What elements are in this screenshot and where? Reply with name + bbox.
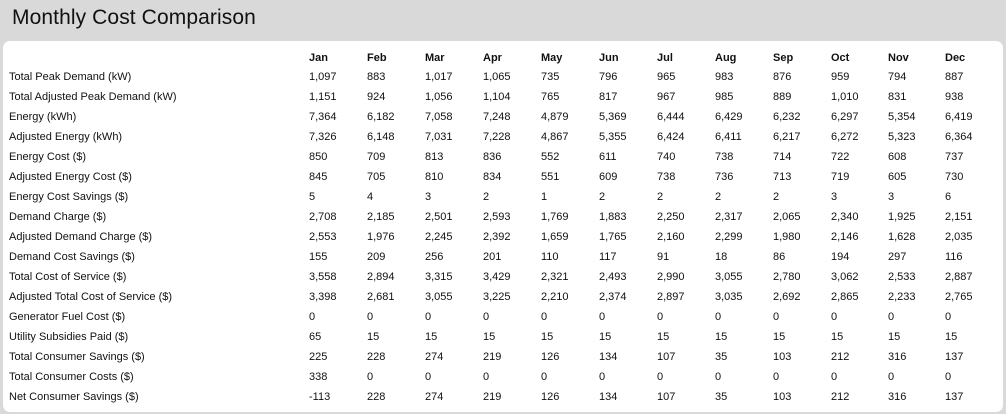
- table-cell-jun: 0: [599, 311, 606, 323]
- table-cell-dec: 2,765: [945, 291, 973, 303]
- table-cell-aug: 18: [715, 251, 728, 263]
- table-cell-oct: 959: [831, 71, 850, 83]
- table-cell-may: 552: [541, 151, 560, 163]
- row-label: Demand Charge ($): [9, 211, 107, 223]
- table-cell-sep: 2,780: [773, 271, 801, 283]
- table-cell-nov: 1,925: [888, 211, 916, 223]
- table-cell-may: 110: [541, 251, 559, 263]
- table-cell-nov: 3: [888, 191, 895, 203]
- table-cell-feb: 705: [367, 171, 386, 183]
- table-cell-may: 1,659: [541, 231, 569, 243]
- table-cell-nov: 2,233: [888, 291, 916, 303]
- table-cell-aug: 2,299: [715, 231, 743, 243]
- table-cell-nov: 15: [888, 331, 901, 343]
- table-row: [9, 147, 995, 167]
- table-cell-oct: 2,146: [831, 231, 859, 243]
- table-cell-apr: 3,225: [483, 291, 511, 303]
- table-cell-apr: 219: [483, 351, 502, 363]
- table-cell-jan: -113: [309, 391, 331, 403]
- table-cell-nov: 608: [888, 151, 907, 163]
- table-cell-dec: 137: [945, 351, 964, 363]
- table-row: [9, 287, 995, 307]
- table-cell-jun: 796: [599, 71, 618, 83]
- table-body: [9, 67, 995, 407]
- table-cell-jul: 91: [657, 251, 670, 263]
- table-cell-aug: 738: [715, 151, 734, 163]
- table-cell-feb: 6,182: [367, 111, 395, 123]
- table-cell-dec: 887: [945, 71, 964, 83]
- table-cell-jan: 1,151: [309, 91, 337, 103]
- table-cell-dec: 15: [945, 331, 958, 343]
- table-cell-sep: 2: [773, 191, 780, 203]
- table-cell-mar: 256: [425, 251, 444, 263]
- table-cell-aug: 2,317: [715, 211, 743, 223]
- row-label: Total Adjusted Peak Demand (kW): [9, 91, 177, 103]
- table-cell-feb: 15: [367, 331, 380, 343]
- table-cell-jan: 338: [309, 371, 328, 383]
- table-cell-mar: 15: [425, 331, 438, 343]
- table-cell-may: 2,210: [541, 291, 569, 303]
- table-cell-mar: 1,017: [425, 71, 453, 83]
- table-row: [9, 387, 995, 407]
- column-header-jan: Jan: [309, 52, 328, 64]
- table-cell-apr: 836: [483, 151, 502, 163]
- table-cell-jun: 117: [599, 251, 617, 263]
- table-row: [9, 127, 995, 147]
- table-row: [9, 347, 995, 367]
- table-cell-mar: 3: [425, 191, 432, 203]
- table-cell-may: 126: [541, 391, 560, 403]
- column-header-may: May: [541, 52, 563, 64]
- table-cell-jul: 740: [657, 151, 676, 163]
- table-cell-may: 0: [541, 371, 548, 383]
- table-cell-may: 4,879: [541, 111, 569, 123]
- table-cell-aug: 2: [715, 191, 722, 203]
- table-cell-apr: 834: [483, 171, 502, 183]
- table-cell-sep: 889: [773, 91, 792, 103]
- table-cell-nov: 794: [888, 71, 907, 83]
- table-row: [9, 87, 995, 107]
- table-cell-mar: 2,245: [425, 231, 453, 243]
- table-cell-apr: 2,392: [483, 231, 511, 243]
- table-cell-jul: 2,990: [657, 271, 685, 283]
- table-cell-mar: 1,056: [425, 91, 453, 103]
- table-cell-apr: 219: [483, 391, 502, 403]
- table-cell-sep: 15: [773, 331, 786, 343]
- table-cell-feb: 2,894: [367, 271, 395, 283]
- table-cell-oct: 722: [831, 151, 850, 163]
- table-cell-apr: 2,593: [483, 211, 511, 223]
- table-cell-apr: 201: [483, 251, 502, 263]
- table-cell-oct: 2,340: [831, 211, 859, 223]
- table-cell-jul: 107: [657, 351, 676, 363]
- table-cell-jul: 2,897: [657, 291, 685, 303]
- table-cell-mar: 810: [425, 171, 444, 183]
- column-header-feb: Feb: [367, 52, 387, 64]
- table-cell-jun: 0: [599, 371, 606, 383]
- table-row: [9, 107, 995, 127]
- table-cell-jun: 817: [599, 91, 618, 103]
- table-row: [9, 207, 995, 227]
- table-cell-sep: 2,692: [773, 291, 801, 303]
- table-cell-mar: 2,501: [425, 211, 453, 223]
- table-cell-jul: 0: [657, 311, 664, 323]
- table-cell-dec: 6: [945, 191, 952, 203]
- table-cell-nov: 605: [888, 171, 907, 183]
- table-cell-mar: 0: [425, 371, 432, 383]
- table-cell-apr: 1,104: [483, 91, 511, 103]
- table-cell-nov: 0: [888, 371, 895, 383]
- table-cell-jun: 134: [599, 391, 618, 403]
- table-cell-jul: 15: [657, 331, 670, 343]
- table-cell-jul: 2,250: [657, 211, 685, 223]
- table-cell-aug: 736: [715, 171, 734, 183]
- table-cell-may: 1,769: [541, 211, 569, 223]
- table-cell-nov: 316: [888, 351, 907, 363]
- table-cell-dec: 938: [945, 91, 964, 103]
- table-cell-apr: 3,429: [483, 271, 511, 283]
- row-label: Total Peak Demand (kW): [9, 71, 132, 83]
- table-cell-oct: 212: [831, 351, 850, 363]
- table-cell-jun: 5,355: [599, 131, 627, 143]
- table-row: [9, 227, 995, 247]
- table-cell-dec: 6,364: [945, 131, 973, 143]
- table-cell-oct: 1,010: [831, 91, 859, 103]
- table-cell-feb: 4: [367, 191, 374, 203]
- table-cell-jan: 3,558: [309, 271, 337, 283]
- table-cell-apr: 0: [483, 371, 490, 383]
- table-cell-dec: 0: [945, 311, 952, 323]
- table-cell-sep: 2,065: [773, 211, 801, 223]
- table-cell-jul: 2,160: [657, 231, 685, 243]
- column-header-nov: Nov: [888, 52, 909, 64]
- table-cell-mar: 3,315: [425, 271, 453, 283]
- table-cell-nov: 5,354: [888, 111, 916, 123]
- column-header-oct: Oct: [831, 52, 850, 64]
- table-cell-nov: 316: [888, 391, 907, 403]
- table-cell-jul: 107: [657, 391, 676, 403]
- table-cell-jan: 0: [309, 311, 316, 323]
- row-label: Total Cost of Service ($): [9, 271, 127, 283]
- table-cell-aug: 35: [715, 391, 728, 403]
- table-cell-oct: 212: [831, 391, 850, 403]
- table-cell-may: 2,321: [541, 271, 569, 283]
- table-row: [9, 67, 995, 87]
- table-cell-apr: 1,065: [483, 71, 511, 83]
- table-cell-may: 765: [541, 91, 560, 103]
- table-row: [9, 247, 995, 267]
- table-row: [9, 327, 995, 347]
- row-label: Adjusted Energy (kWh): [9, 131, 123, 143]
- table-cell-dec: 0: [945, 371, 952, 383]
- table-cell-sep: 103: [773, 391, 792, 403]
- table-cell-jul: 6,444: [657, 111, 685, 123]
- table-cell-feb: 2,185: [367, 211, 395, 223]
- table-cell-may: 4,867: [541, 131, 569, 143]
- column-header-jul: Jul: [657, 52, 673, 64]
- table-cell-sep: 0: [773, 311, 780, 323]
- row-label: Net Consumer Savings ($): [9, 391, 139, 403]
- table-cell-aug: 985: [715, 91, 734, 103]
- table-cell-oct: 3: [831, 191, 838, 203]
- table-cell-jan: 225: [309, 351, 328, 363]
- row-label: Utility Subsidies Paid ($): [9, 331, 129, 343]
- table-cell-mar: 7,031: [425, 131, 453, 143]
- table-cell-feb: 2,681: [367, 291, 395, 303]
- table-cell-aug: 3,035: [715, 291, 743, 303]
- table-cell-aug: 0: [715, 311, 722, 323]
- column-header-aug: Aug: [715, 52, 737, 64]
- table-cell-jul: 967: [657, 91, 676, 103]
- table-cell-jan: 1,097: [309, 71, 337, 83]
- table-cell-jan: 2,553: [309, 231, 337, 243]
- table-cell-sep: 0: [773, 371, 780, 383]
- table-cell-nov: 831: [888, 91, 907, 103]
- table-cell-jun: 2,493: [599, 271, 627, 283]
- cost-comparison-table: [9, 47, 995, 407]
- row-label: Energy Cost ($): [9, 151, 87, 163]
- table-cell-jul: 0: [657, 371, 664, 383]
- column-header-jun: Jun: [599, 52, 619, 64]
- table-cell-nov: 0: [888, 311, 895, 323]
- table-cell-jun: 611: [599, 151, 617, 163]
- table-cell-apr: 2: [483, 191, 490, 203]
- table-row: [9, 267, 995, 287]
- table-cell-jun: 1,883: [599, 211, 627, 223]
- table-cell-jan: 845: [309, 171, 328, 183]
- row-label: Generator Fuel Cost ($): [9, 311, 126, 323]
- table-cell-dec: 730: [945, 171, 964, 183]
- column-header-dec: Dec: [945, 52, 966, 64]
- table-cell-mar: 274: [425, 391, 444, 403]
- table-cell-jan: 850: [309, 151, 328, 163]
- table-cell-jun: 1,765: [599, 231, 627, 243]
- table-cell-sep: 1,980: [773, 231, 801, 243]
- row-label: Adjusted Total Cost of Service ($): [9, 291, 173, 303]
- table-cell-mar: 813: [425, 151, 444, 163]
- table-cell-apr: 0: [483, 311, 490, 323]
- table-cell-oct: 0: [831, 311, 838, 323]
- table-cell-nov: 5,323: [888, 131, 916, 143]
- table-cell-may: 126: [541, 351, 560, 363]
- table-cell-sep: 6,232: [773, 111, 801, 123]
- table-cell-aug: 3,055: [715, 271, 743, 283]
- cost-comparison-panel: [3, 41, 1003, 412]
- table-cell-jul: 6,424: [657, 131, 685, 143]
- table-cell-feb: 209: [367, 251, 386, 263]
- table-cell-jun: 5,369: [599, 111, 627, 123]
- table-cell-aug: 15: [715, 331, 728, 343]
- table-cell-oct: 15: [831, 331, 844, 343]
- table-cell-sep: 714: [773, 151, 792, 163]
- table-cell-jun: 15: [599, 331, 612, 343]
- table-cell-feb: 228: [367, 351, 386, 363]
- table-header-row: [9, 47, 995, 67]
- row-label: Energy Cost Savings ($): [9, 191, 129, 203]
- table-cell-oct: 2,865: [831, 291, 859, 303]
- table-cell-dec: 2,887: [945, 271, 973, 283]
- table-cell-oct: 6,272: [831, 131, 859, 143]
- table-cell-jan: 7,364: [309, 111, 337, 123]
- table-cell-nov: 2,533: [888, 271, 916, 283]
- table-cell-apr: 7,228: [483, 131, 511, 143]
- table-cell-may: 0: [541, 311, 548, 323]
- table-cell-apr: 7,248: [483, 111, 511, 123]
- table-cell-oct: 3,062: [831, 271, 859, 283]
- table-cell-dec: 6,419: [945, 111, 973, 123]
- table-cell-dec: 737: [945, 151, 964, 163]
- row-label: Demand Cost Savings ($): [9, 251, 135, 263]
- row-label: Adjusted Demand Charge ($): [9, 231, 153, 243]
- table-cell-aug: 6,411: [715, 131, 742, 143]
- table-cell-sep: 86: [773, 251, 786, 263]
- page-title: Monthly Cost Comparison: [12, 6, 256, 29]
- table-cell-may: 735: [541, 71, 560, 83]
- table-cell-feb: 883: [367, 71, 386, 83]
- table-cell-feb: 709: [367, 151, 386, 163]
- table-row: [9, 307, 995, 327]
- table-cell-jun: 2,374: [599, 291, 627, 303]
- table-cell-feb: 228: [367, 391, 386, 403]
- table-cell-may: 15: [541, 331, 554, 343]
- table-cell-aug: 0: [715, 371, 722, 383]
- table-cell-jun: 2: [599, 191, 606, 203]
- table-cell-jun: 609: [599, 171, 618, 183]
- table-cell-feb: 924: [367, 91, 386, 103]
- table-cell-sep: 6,217: [773, 131, 801, 143]
- table-cell-aug: 983: [715, 71, 734, 83]
- table-row: [9, 367, 995, 387]
- table-cell-feb: 0: [367, 311, 374, 323]
- table-row: [9, 187, 995, 207]
- table-cell-dec: 116: [945, 251, 963, 263]
- table-cell-oct: 194: [831, 251, 850, 263]
- table-cell-jul: 965: [657, 71, 676, 83]
- table-cell-aug: 35: [715, 351, 728, 363]
- column-header-label: [9, 47, 309, 67]
- table-cell-jun: 134: [599, 351, 618, 363]
- table-cell-jan: 7,326: [309, 131, 337, 143]
- table-cell-nov: 297: [888, 251, 907, 263]
- table-cell-sep: 713: [773, 171, 792, 183]
- table-cell-dec: 2,151: [945, 211, 973, 223]
- table-cell-oct: 719: [831, 171, 850, 183]
- table-row: [9, 167, 995, 187]
- table-cell-nov: 1,628: [888, 231, 916, 243]
- table-cell-mar: 7,058: [425, 111, 453, 123]
- table-cell-mar: 3,055: [425, 291, 453, 303]
- table-cell-jul: 738: [657, 171, 676, 183]
- row-label: Total Consumer Savings ($): [9, 351, 145, 363]
- table-cell-jan: 3,398: [309, 291, 337, 303]
- table-cell-jan: 5: [309, 191, 316, 203]
- table-cell-jan: 155: [309, 251, 328, 263]
- table-cell-mar: 0: [425, 311, 432, 323]
- table-cell-mar: 274: [425, 351, 444, 363]
- table-cell-jul: 2: [657, 191, 664, 203]
- column-header-apr: Apr: [483, 52, 502, 64]
- table-cell-sep: 103: [773, 351, 792, 363]
- column-header-mar: Mar: [425, 52, 445, 64]
- table-cell-oct: 0: [831, 371, 838, 383]
- table-cell-feb: 1,976: [367, 231, 395, 243]
- table-cell-dec: 137: [945, 391, 964, 403]
- table-cell-oct: 6,297: [831, 111, 859, 123]
- table-cell-dec: 2,035: [945, 231, 973, 243]
- table-cell-feb: 0: [367, 371, 374, 383]
- table-cell-may: 1: [541, 191, 548, 203]
- table-cell-jan: 2,708: [309, 211, 337, 223]
- table-cell-sep: 876: [773, 71, 792, 83]
- row-label: Total Consumer Costs ($): [9, 371, 134, 383]
- table-cell-feb: 6,148: [367, 131, 395, 143]
- table-cell-may: 551: [541, 171, 560, 183]
- table-cell-apr: 15: [483, 331, 496, 343]
- table-cell-jan: 65: [309, 331, 322, 343]
- column-header-sep: Sep: [773, 52, 794, 64]
- row-label: Energy (kWh): [9, 111, 77, 123]
- table-cell-aug: 6,429: [715, 111, 743, 123]
- row-label: Adjusted Energy Cost ($): [9, 171, 132, 183]
